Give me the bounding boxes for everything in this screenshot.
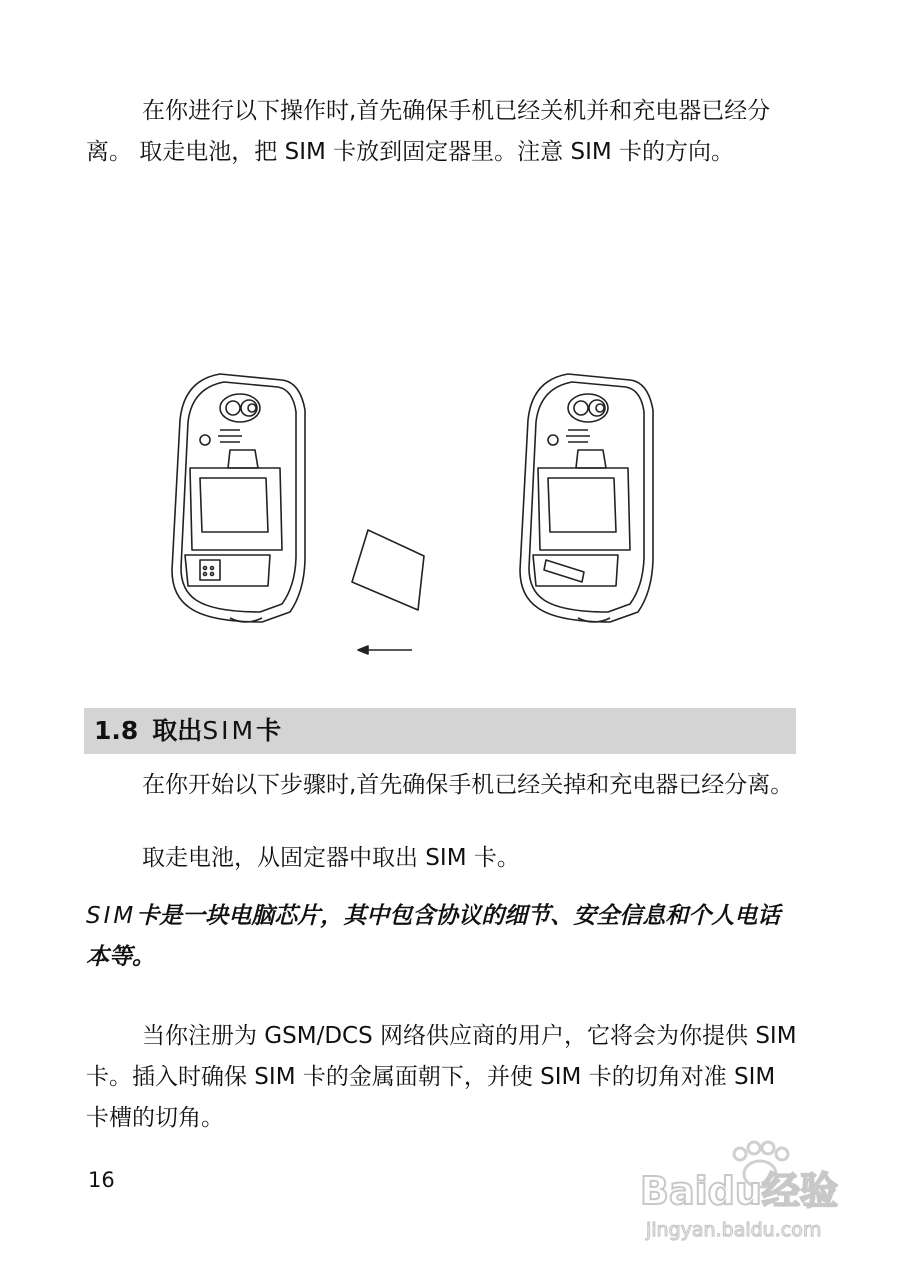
sim-note: [86, 896, 801, 978]
sim-insertion-illustration: [150, 360, 690, 660]
intro-paragraph: 在你进行以下操作时,首先确保手机已经关机并和充电器已经分离。 取走电池，把 SIM 卡放到固定器里。注意 SIM 卡的方向。: [86, 98, 771, 165]
note-sim: SIM: [86, 903, 137, 929]
section-heading: [84, 708, 796, 754]
remove-steps-paragraph: 在你开始以下步骤时,首先确保手机已经关掉和充电器已经分离。: [142, 772, 794, 798]
section-title-suffix: 卡: [256, 716, 282, 745]
section-title-prefix: 取出: [152, 716, 203, 745]
remove-sim-paragraph: 取走电池，从固定器中取出 SIM 卡。: [142, 845, 520, 871]
page-number: 16: [88, 1168, 115, 1192]
sim-card-illustration: [352, 530, 424, 610]
section-title-sim: SIM: [202, 716, 257, 745]
phone-back-illustration-right: [520, 374, 653, 622]
baidu-jingyan-watermark: [640, 1140, 870, 1250]
phone-back-illustration-left: [172, 374, 305, 622]
sim-provider-paragraph: 当你注册为 GSM/DCS 网络供应商的用户，它将会为你提供 SIM 卡。插入时确保 SIM 卡的金属面朝下，并使 SIM 卡的切角对准 SIM 卡槽的切角。: [86, 1023, 797, 1131]
watermark-logo-text: Baidu经验: [640, 1169, 838, 1213]
section-number: 1.8: [94, 716, 139, 745]
note-text: 卡是一块电脑芯片，其中包含协议的细节、安全信息和个人电话本等。: [86, 903, 781, 970]
watermark-url: jingyan.baidu.com: [646, 1219, 822, 1241]
